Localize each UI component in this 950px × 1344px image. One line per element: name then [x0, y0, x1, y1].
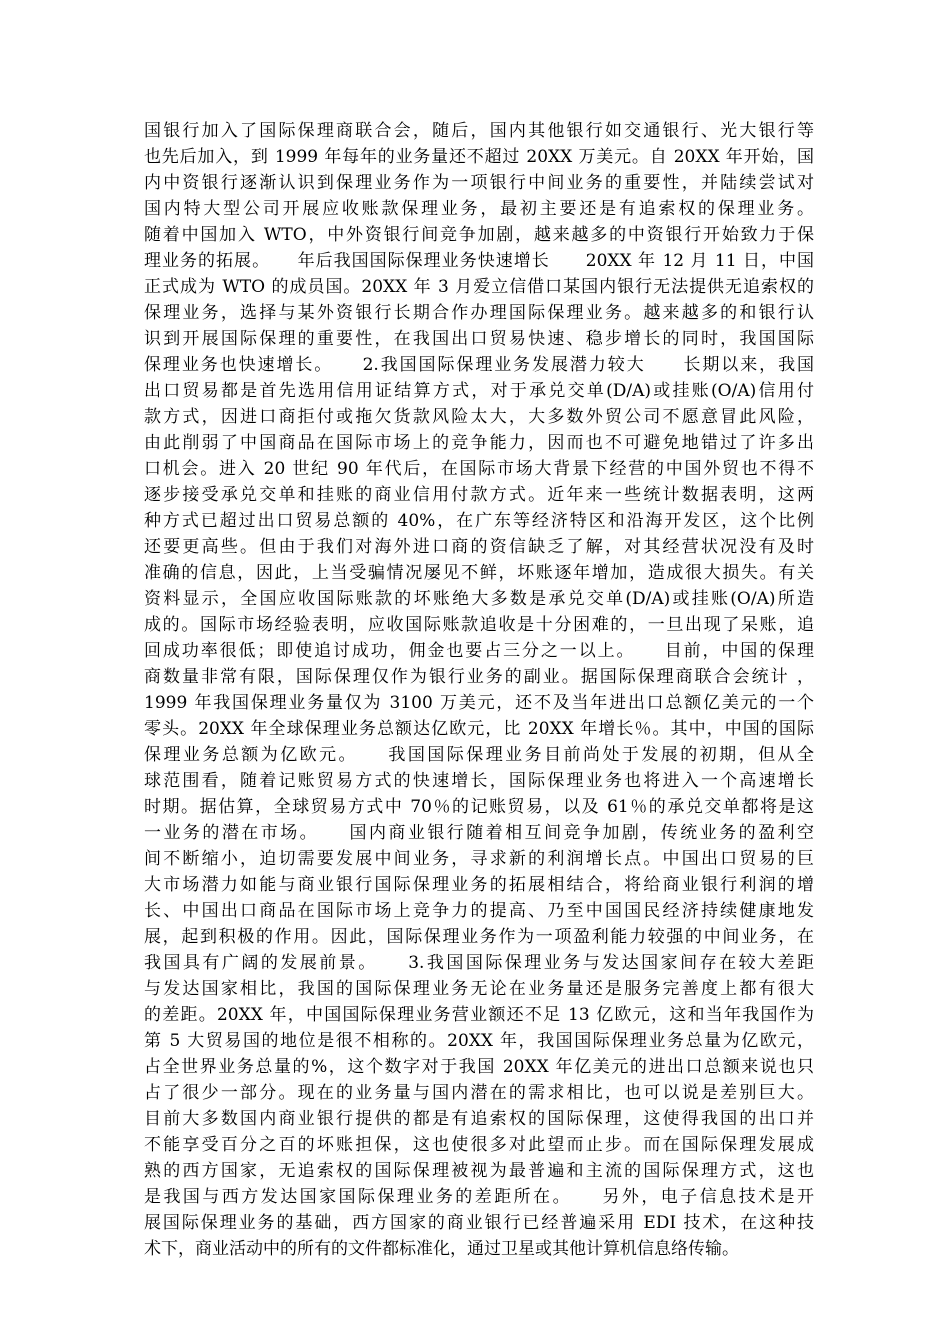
text-line: 间不断缩小，迫切需要发展中间业务，寻求新的利润增长点。中国出口贸易的巨: [144, 849, 814, 869]
text-line: 保理业务也快速增长。 2.我国国际保理业务发展潜力较大 长期以来，我国: [144, 355, 814, 375]
text-line: 回成功率很低；即使追讨成功，佣金也要占三分之一以上。 目前，中国的保理: [144, 641, 814, 661]
text-line: 由此削弱了中国商品在国际市场上的竞争能力，因而也不可避免地错过了许多出: [144, 433, 814, 453]
text-line: 保理业务，选择与某外资银行长期合作办理国际保理业务。越来越多的和银行认: [144, 303, 814, 323]
text-line: 是我国与西方发达国家国际保理业务的差距所在。 另外，电子信息技术是开: [144, 1187, 814, 1207]
text-line: 展国际保理业务的基础，西方国家的商业银行已经普遍采用 EDI 技术，在这种技: [144, 1213, 814, 1233]
text-line: 国银行加入了国际保理商联合会，随后，国内其他银行如交通银行、光大银行等: [144, 121, 814, 141]
text-line: 正式成为 WTO 的成员国。20XX 年 3 月爱立信借口某国内银行无法提供无追索权的: [144, 277, 814, 297]
text-line: 随着中国加入 WTO，中外资银行间竞争加剧，越来越多的中资银行开始致力于保: [144, 225, 814, 245]
text-line: 长、中国出口商品在国际市场上竞争力的提高、乃至中国国民经济持续健康地发: [144, 901, 814, 921]
text-line: 成的。国际市场经验表明，应收国际账款追收是十分困难的，一旦出现了呆账，追: [144, 615, 814, 635]
text-line: 保理业务总额为亿欧元。 我国国际保理业务目前尚处于发展的初期，但从全: [144, 745, 814, 765]
text-line: 还要更高些。但由于我们对海外进口商的资信缺乏了解，对其经营状况没有及时: [144, 537, 814, 557]
text-line: 口机会。进入 20 世纪 90 年代后，在国际市场大背景下经营的中国外贸也不得不: [144, 459, 814, 479]
text-line: 目前大多数国内商业银行提供的都是有追索权的国际保理，这使得我国的出口并: [144, 1109, 814, 1129]
text-line: 的差距。20XX 年，中国国际保理业务营业额还不足 13 亿欧元，这和当年我国作为: [144, 1005, 814, 1025]
text-line: 种方式已超过出口贸易总额的 40%，在广东等经济特区和沿海开发区，这个比例: [144, 511, 814, 531]
text-line: 商数量非常有限，国际保理仅作为银行业务的副业。据国际保理商联合会统计 ，: [144, 667, 814, 687]
text-line: 术下，商业活动中的所有的文件都标准化，通过卫星或其他计算机信息络传输。: [144, 1239, 739, 1259]
text-line: 展，起到积极的作用。因此，国际保理业务作为一项盈利能力较强的中间业务，在: [144, 927, 814, 947]
text-line: 大市场潜力如能与商业银行国际保理业务的拓展相结合，将给商业银行利润的增: [144, 875, 814, 895]
text-line: 理业务的拓展。 年后我国国际保理业务快速增长 20XX 年 12 月 11 日，中国: [144, 251, 814, 271]
text-line: 占了很少一部分。现在的业务量与国内潜在的需求相比，也可以说是差别巨大。: [144, 1083, 814, 1103]
text-line: 占全世界业务总量的%，这个数字对于我国 20XX 年亿美元的进出口总额来说也只: [144, 1057, 814, 1077]
text-line: 逐步接受承兑交单和挂账的商业信用付款方式。近年来一些统计数据表明，这两: [144, 485, 814, 505]
text-line: 也先后加入，到 1999 年每年的业务量还不超过 20XX 万美元。自 20XX 年开始，国: [144, 147, 814, 167]
document-body-text: [144, 118, 814, 1262]
text-line: 国内特大型公司开展应收账款保理业务，最初主要还是有追索权的保理业务。: [144, 199, 814, 219]
text-line: 时期。据估算，全球贸易方式中 70％的记账贸易，以及 61％的承兑交单都将是这: [144, 797, 814, 817]
text-line: 内中资银行逐渐认识到保理业务作为一项银行中间业务的重要性，并陆续尝试对: [144, 173, 814, 193]
text-line: 识到开展国际保理的重要性，在我国出口贸易快速、稳步增长的同时，我国国际: [144, 329, 814, 349]
text-line: 1999 年我国保理业务量仅为 3100 万美元，还不及当年进出口总额亿美元的一个: [144, 693, 814, 713]
text-line: 出口贸易都是首先选用信用证结算方式，对于承兑交单(D/A)或挂账(O/A)信用付: [144, 381, 814, 401]
text-line: 零头。20XX 年全球保理业务总额达亿欧元，比 20XX 年增长％。其中，中国的国际: [144, 719, 814, 739]
text-line: 一业务的潜在市场。 国内商业银行随着相互间竞争加剧，传统业务的盈利空: [144, 823, 814, 843]
text-line: 与发达国家相比，我国的国际保理业务无论在业务量还是服务完善度上都有很大: [144, 979, 814, 999]
text-line: 我国具有广阔的发展前景。 3.我国国际保理业务与发达国家间存在较大差距: [144, 953, 814, 973]
text-line: 款方式，因进口商拒付或拖欠货款风险太大，大多数外贸公司不愿意冒此风险，: [144, 407, 814, 427]
text-line: 第 5 大贸易国的地位是很不相称的。20XX 年，我国国际保理业务总量为亿欧元，: [144, 1031, 814, 1051]
text-line: 资料显示，全国应收国际账款的坏账绝大多数是承兑交单(D/A)或挂账(O/A)所造: [144, 589, 814, 609]
text-line: 球范围看，随着记账贸易方式的快速增长，国际保理业务也将进入一个高速增长: [144, 771, 814, 791]
text-line: 不能享受百分之百的坏账担保，这也使很多对此望而止步。而在国际保理发展成: [144, 1135, 814, 1155]
text-line: 准确的信息，因此，上当受骗情况屡见不鲜，坏账逐年增加，造成很大损失。有关: [144, 563, 814, 583]
text-line: 熟的西方国家，无追索权的国际保理被视为最普遍和主流的国际保理方式，这也: [144, 1161, 814, 1181]
